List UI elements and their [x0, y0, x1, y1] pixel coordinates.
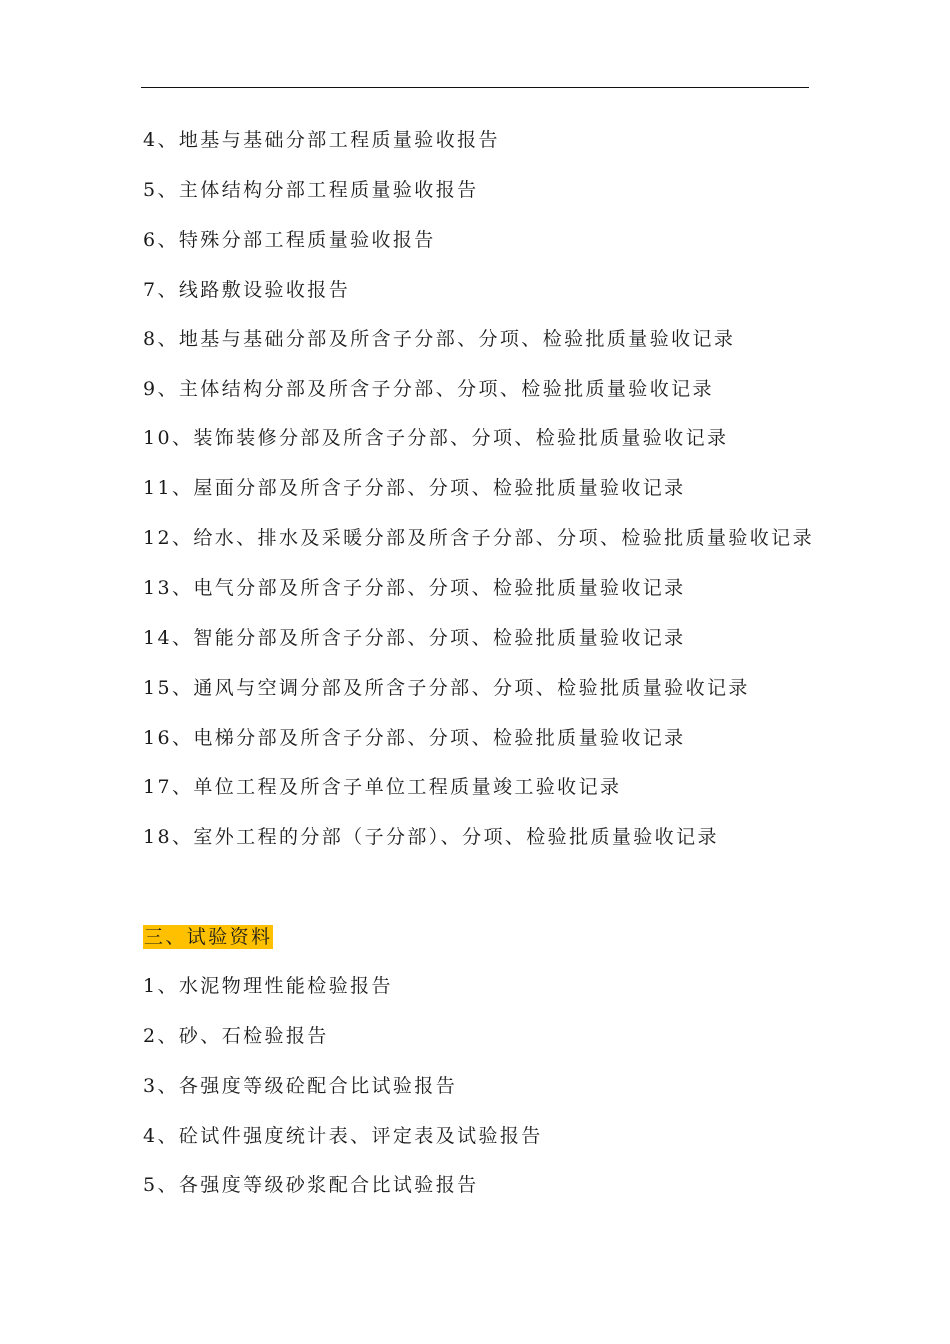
list-item: 12、给水、排水及采暖分部及所含子分部、分项、检验批质量验收记录: [143, 527, 814, 549]
list-item: 17、单位工程及所含子单位工程质量竣工验收记录: [143, 776, 622, 798]
list-item: 4、地基与基础分部工程质量验收报告: [143, 129, 500, 151]
section-heading: 三、试验资料: [144, 926, 273, 948]
list-item: 5、主体结构分部工程质量验收报告: [143, 179, 479, 201]
list-item: 2、砂、石检验报告: [143, 1025, 329, 1047]
list-item: 1、水泥物理性能检验报告: [143, 975, 393, 997]
list-item: 16、电梯分部及所含子分部、分项、检验批质量验收记录: [143, 727, 686, 749]
list-item: 11、屋面分部及所含子分部、分项、检验批质量验收记录: [143, 477, 686, 499]
list-item: 14、智能分部及所含子分部、分项、检验批质量验收记录: [143, 627, 686, 649]
list-item: 18、室外工程的分部（子分部）、分项、检验批质量验收记录: [143, 826, 719, 848]
list-item: 13、电气分部及所含子分部、分项、检验批质量验收记录: [143, 577, 686, 599]
list-item: 3、各强度等级砼配合比试验报告: [143, 1075, 458, 1097]
list-item: 5、各强度等级砂浆配合比试验报告: [143, 1174, 479, 1196]
header-rule: [141, 87, 809, 88]
list-item: 7、线路敷设验收报告: [143, 279, 351, 301]
list-item: 15、通风与空调分部及所含子分部、分项、检验批质量验收记录: [143, 677, 750, 699]
list-item: 10、装饰装修分部及所含子分部、分项、检验批质量验收记录: [143, 427, 729, 449]
list-item: 9、主体结构分部及所含子分部、分项、检验批质量验收记录: [143, 378, 714, 400]
list-item: 8、地基与基础分部及所含子分部、分项、检验批质量验收记录: [143, 328, 736, 350]
list-item: 4、砼试件强度统计表、评定表及试验报告: [143, 1125, 543, 1147]
list-item: 6、特殊分部工程质量验收报告: [143, 229, 436, 251]
